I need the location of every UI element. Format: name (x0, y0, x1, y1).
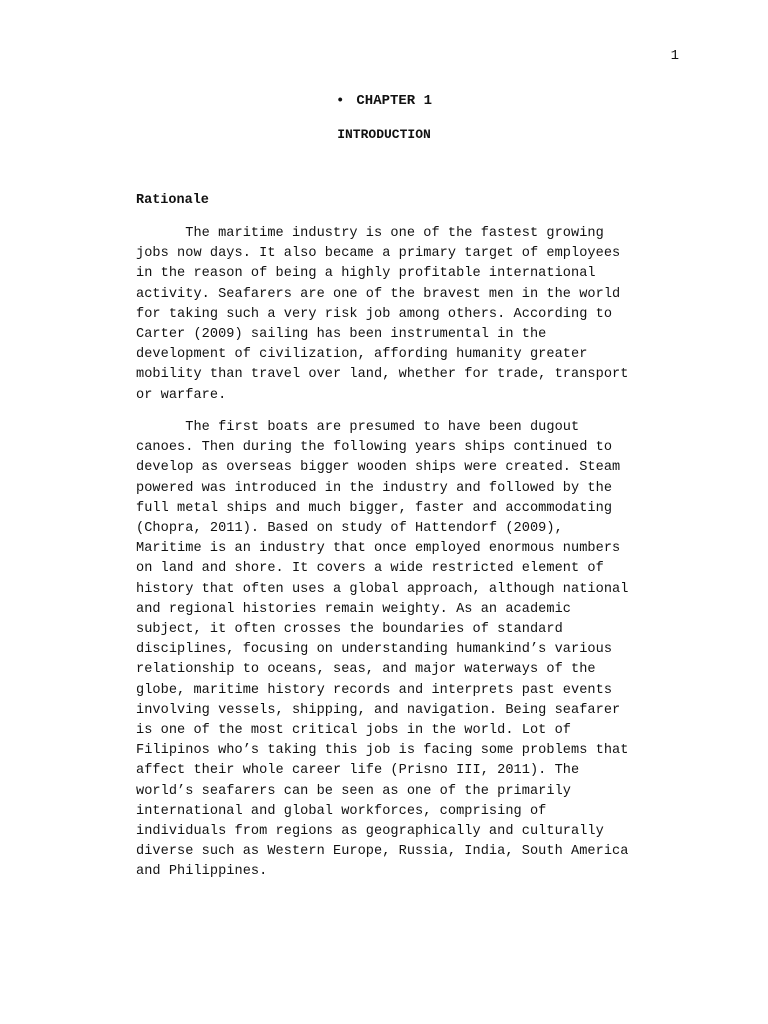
paragraph-1 (136, 224, 684, 406)
chapter-title: CHAPTER 1 (356, 93, 433, 109)
introduction-heading: INTRODUCTION (337, 127, 431, 142)
paragraph-line: affect their whole career life (Prisno III, 2011). The (136, 763, 580, 779)
paragraph-line: disciplines, focusing on understanding humankind’s various (136, 642, 613, 658)
paragraph-line: Filipinos who’s taking this job is facing some problems that (136, 743, 629, 759)
paragraph-line: powered was introduced in the industry and followed by the (136, 480, 613, 496)
paragraph-line: history that often uses a global approach, although national (136, 581, 629, 597)
paragraph-line: and Philippines. (136, 864, 268, 880)
paragraph-line: for taking such a very risk job among others. According to (136, 306, 613, 322)
paragraph-line: The maritime industry is one of the fastest growing (136, 226, 604, 241)
paragraph-line: diverse such as Western Europe, Russia, India, South America (136, 844, 629, 860)
paragraph-line: world’s seafarers can be seen as one of the primarily (136, 783, 572, 799)
paragraph-line: in the reason of being a highly profitable international (136, 266, 596, 282)
paragraph-line: on land and shore. It covers a wide restricted element of (136, 561, 604, 577)
paragraph-line: globe, maritime history records and interprets past events (136, 682, 613, 698)
paragraph-line: relationship to oceans, seas, and major waterways of the (136, 662, 596, 678)
paragraph-line: activity. Seafarers are one of the bravest men in the world (136, 286, 621, 302)
chapter-heading (0, 92, 768, 110)
paragraph-line: mobility than travel over land, whether for trade, transport (136, 367, 629, 383)
paragraph-2 (136, 418, 684, 883)
paragraph-line: and regional histories remain weighty. As an academic (136, 601, 572, 617)
paragraph-line: (Chopra, 2011). Based on study of Hattendorf (2009), (136, 521, 563, 537)
paragraph-line: jobs now days. It also became a primary target of employees (136, 246, 621, 262)
paragraph-line: subject, it often crosses the boundaries of standard (136, 622, 563, 638)
paragraph-line: The first boats are presumed to have been dugout (136, 420, 580, 435)
paragraph-line: or warfare. (136, 387, 227, 403)
paragraph-line: develop as overseas bigger wooden ships were created. Steam (136, 460, 621, 476)
paragraph-line: Maritime is an industry that once employed enormous numbers (136, 541, 621, 557)
paragraph-line: is one of the most critical jobs in the world. Lot of (136, 723, 572, 739)
page-number: 1 (670, 48, 679, 64)
paragraph-line: individuals from regions as geographically and culturally (136, 824, 604, 840)
paragraph-line: development of civilization, affording humanity greater (136, 347, 588, 363)
paragraph-line: Carter (2009) sailing has been instrumental in the (136, 327, 547, 343)
section-heading-rationale: Rationale (136, 193, 209, 208)
paragraph-line: full metal ships and much bigger, faster and accommodating (136, 500, 613, 516)
paragraph-line: canoes. Then during the following years ships continued to (136, 440, 613, 456)
bullet-icon: • (335, 93, 345, 109)
paragraph-line: international and global workforces, comprising of (136, 803, 547, 819)
paragraph-line: involving vessels, shipping, and navigation. Being seafarer (136, 702, 621, 718)
